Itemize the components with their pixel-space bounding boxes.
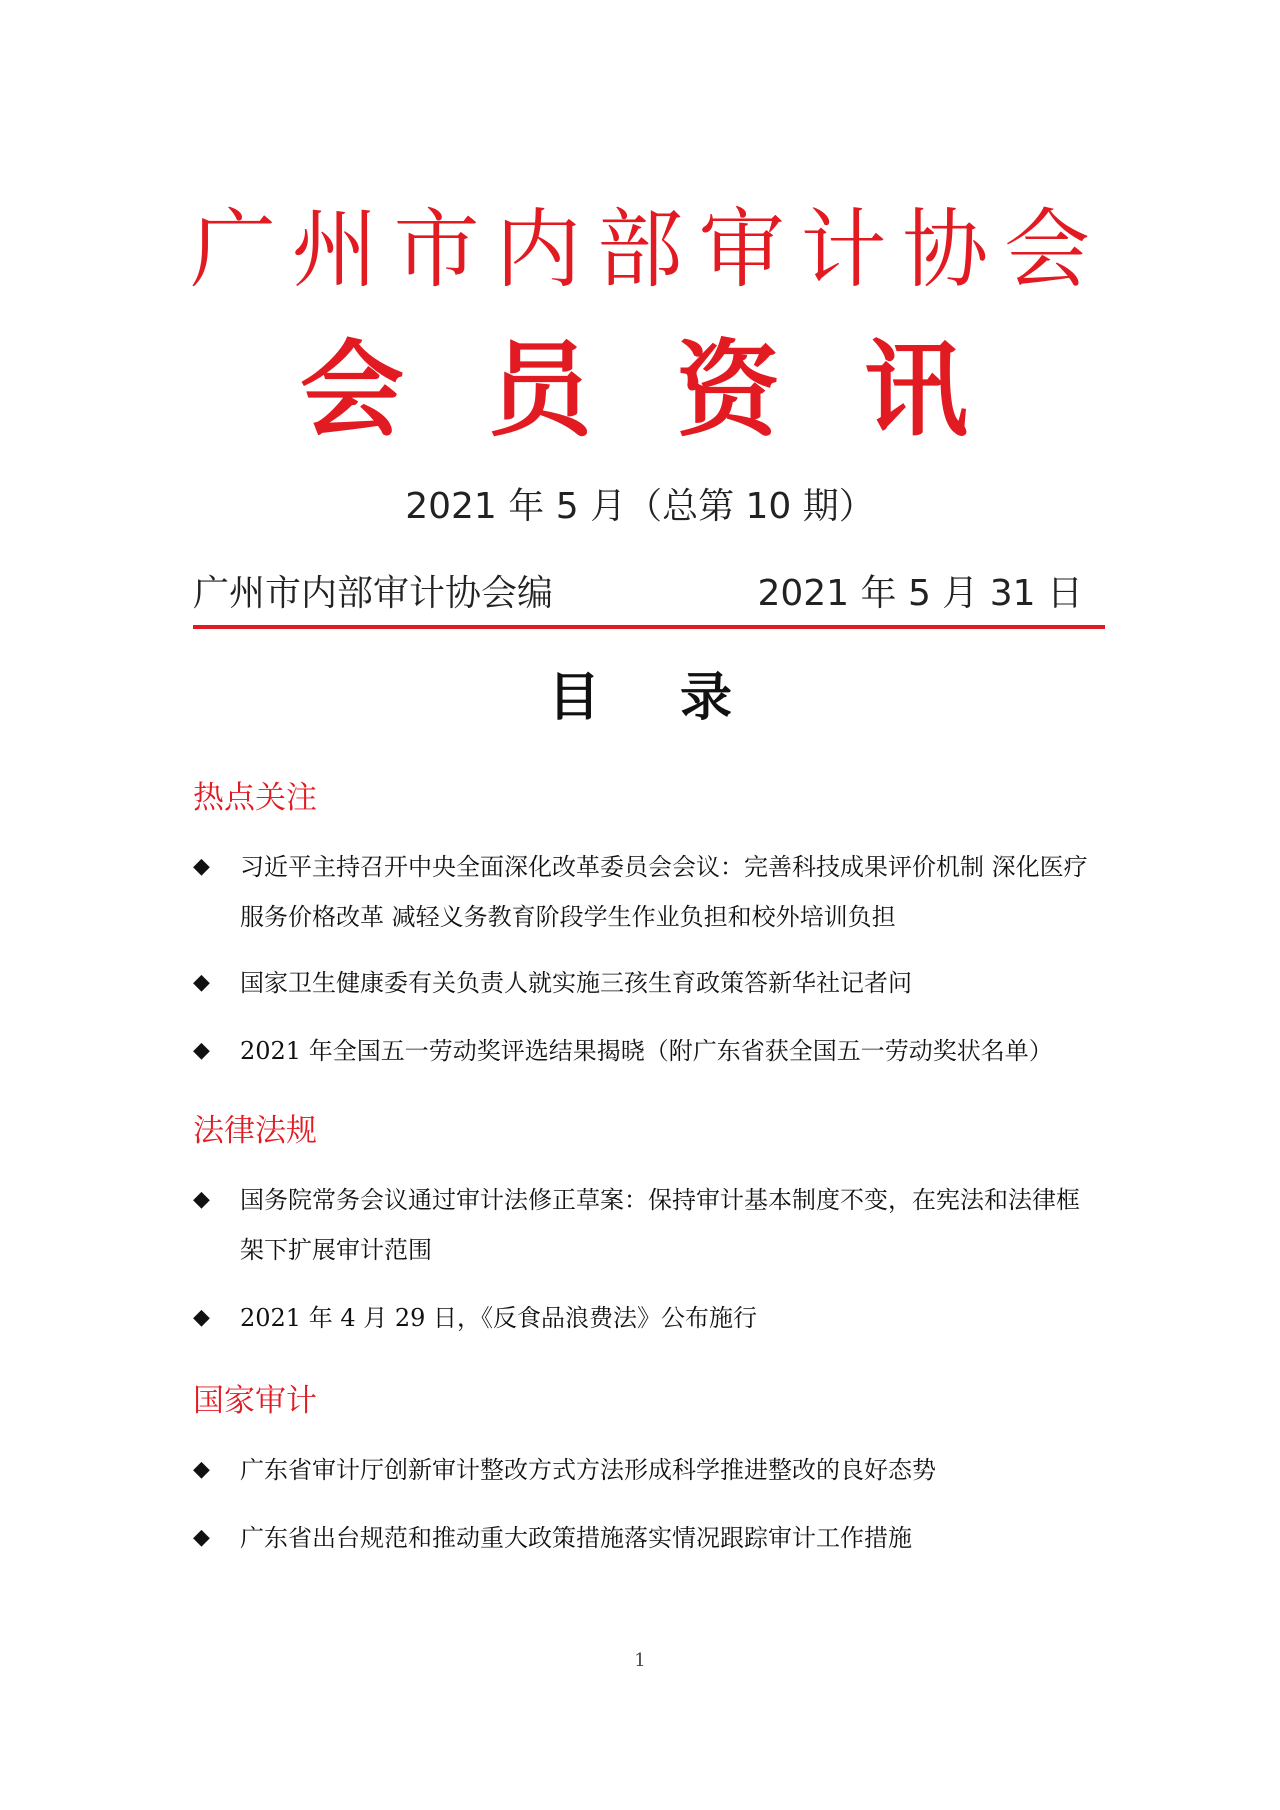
toc-item[interactable] xyxy=(193,1293,1103,1343)
editor-date-line xyxy=(193,565,1083,616)
section-title-hot-topics: 热点关注 xyxy=(193,780,317,816)
masthead-org-char: 会 xyxy=(1004,200,1090,300)
toc-item-text: 习近平主持召开中央全面深化改革委员会会议：完善科技成果评价机制 深化医疗服务价格改革 减轻义务教育阶段学生作业负担和校外培训负担 xyxy=(240,853,1088,931)
toc-heading: 目录 xyxy=(547,668,812,728)
toc-item-text: 2021 年 4 月 29 日，《反食品浪费法》公布施行 xyxy=(240,1304,758,1332)
diamond-bullet-icon: ◆ xyxy=(193,1187,210,1212)
editor-name: 广州市内部审计协会编 xyxy=(193,573,554,614)
masthead-org-char: 协 xyxy=(902,200,989,300)
masthead-org-char: 市 xyxy=(393,200,480,300)
diamond-bullet-icon: ◆ xyxy=(193,1525,210,1550)
masthead-org-char: 州 xyxy=(291,200,378,300)
masthead-org-char: 审 xyxy=(698,200,785,300)
masthead-title-char: 讯 xyxy=(863,328,968,451)
publish-date: 2021 年 5 月 31 日 xyxy=(757,573,1083,614)
toc-item-text: 广东省出台规范和推动重大政策措施落实情况跟踪审计工作措施 xyxy=(240,1524,912,1552)
diamond-bullet-icon: ◆ xyxy=(193,970,210,995)
masthead-publication-title xyxy=(300,325,968,455)
toc-item-text: 2021 年全国五一劳动奖评选结果揭晓（附广东省获全国五一劳动奖状名单） xyxy=(240,1037,1053,1065)
masthead-org-char: 广 xyxy=(190,200,276,300)
diamond-bullet-icon: ◆ xyxy=(193,854,210,879)
masthead-organization-name xyxy=(190,195,1090,305)
toc-item-text: 国务院常务会议通过审计法修正草案：保持审计基本制度不变，在宪法和法律框架下扩展审计范围 xyxy=(240,1186,1080,1264)
toc-item[interactable] xyxy=(193,1175,1103,1275)
masthead-title-char: 员 xyxy=(487,328,592,451)
masthead-title-char: 资 xyxy=(675,328,780,451)
diamond-bullet-icon: ◆ xyxy=(193,1038,210,1063)
toc-item[interactable] xyxy=(193,1026,1103,1076)
red-divider xyxy=(193,625,1105,629)
page-number: 1 xyxy=(634,1650,646,1671)
masthead-org-char: 计 xyxy=(800,200,887,300)
section-title-national-audit: 国家审计 xyxy=(193,1383,317,1419)
masthead-org-char: 部 xyxy=(597,200,683,300)
section-title-laws: 法律法规 xyxy=(193,1113,317,1149)
toc-item-text: 国家卫生健康委有关负责人就实施三孩生育政策答新华社记者问 xyxy=(240,969,912,997)
diamond-bullet-icon: ◆ xyxy=(193,1305,210,1330)
toc-item[interactable] xyxy=(193,958,1103,1008)
toc-item[interactable] xyxy=(193,1513,1103,1563)
diamond-bullet-icon: ◆ xyxy=(193,1457,210,1482)
masthead-title-char: 会 xyxy=(300,328,405,451)
toc-item[interactable] xyxy=(193,1445,1103,1495)
toc-item-text: 广东省审计厅创新审计整改方式方法形成科学推进整改的良好态势 xyxy=(240,1456,936,1484)
toc-item[interactable] xyxy=(193,842,1103,942)
issue-info: 2021 年 5 月（总第 10 期） xyxy=(405,486,875,527)
masthead-org-char: 内 xyxy=(495,200,582,300)
